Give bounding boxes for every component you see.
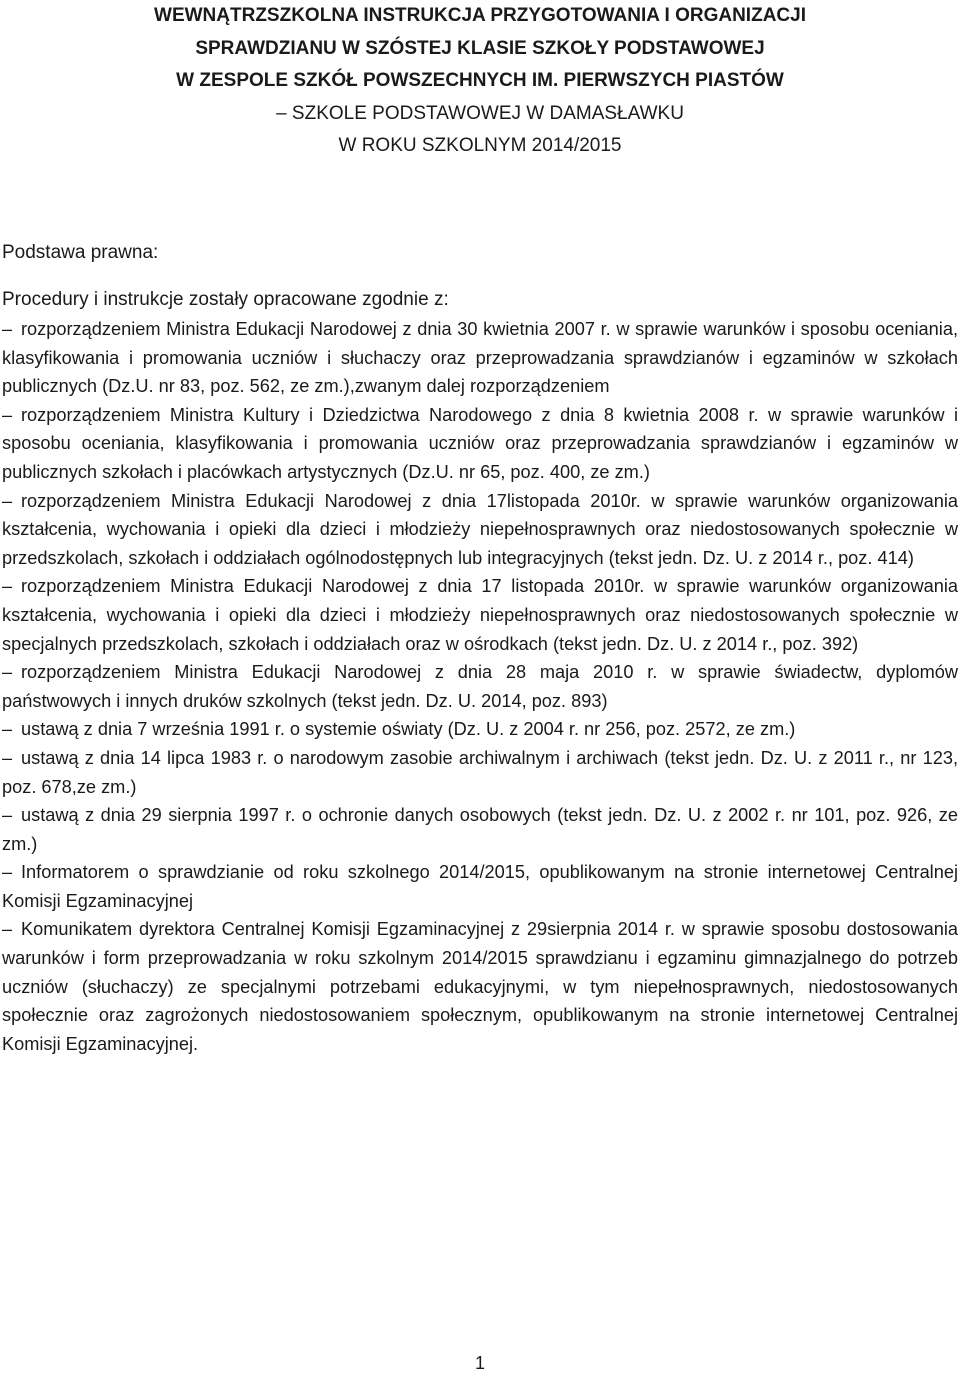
dash-bullet: – [2,404,13,425]
title-line: – SZKOLE PODSTAWOWEJ W DAMASŁAWKU [276,102,684,124]
list-item [2,658,958,715]
document-title [0,0,960,163]
list-item-text: rozporządzeniem Ministra Kultury i Dziedzictwa Narodowego z dnia 8 kwietnia 2008 r. w sprawie warunków i sposobu oceniania, klasyfikowania i promowania uczniów oraz przeprowadzania sprawdzianów i egzaminów w publicznych szkołach i placówkach artystycznych (Dz.U. nr 65, poz. 400, ze zm.) [2,404,958,482]
dash-bullet: – [2,719,13,740]
list-item-text: ustawą z dnia 14 lipca 1983 r. o narodowym zasobie archiwalnym i archiwach (tekst jedn. Dz. U. z 2011 r., nr 123, poz. 678,ze zm.) [2,747,958,797]
list-item-text: ustawą z dnia 29 sierpnia 1997 r. o ochronie danych osobowych (tekst jedn. Dz. U. z 2002 r. nr 101, poz. 926, ze zm.) [2,805,958,854]
list-item-text: rozporządzeniem Ministra Edukacji Narodowej z dnia 28 maja 2010 r. w sprawie świadectw, dyplomów państwowych i innych druków szkolnych (tekst jedn. Dz. U. 2014, poz. 893) [2,662,958,711]
dash-bullet: – [2,319,13,339]
intro-paragraph: Procedury i instrukcje zostały opracowane zgodnie z: [2,289,449,310]
page-number: 1 [474,1353,485,1373]
title-line: SPRAWDZIANU W SZÓSTEJ KLASIE SZKOŁY PODSTAWOWEJ [195,37,765,59]
list-item-text: Komunikatem dyrektora Centralnej Komisji Egzaminacyjnej z 29sierpnia 2014 r. w sprawie sposobu dostosowania warunków i form przeprowadzania w roku szkolnym 2014/2015 sprawdzianu i egzaminu gimnazjalnego do potrzeb uczniów (słuchaczy) ze specjalnymi potrzebami edukacyjnymi, w tym niepełnosprawnych, niedostosowanych społecznie oraz zagrożonych niedostosowaniem społecznym, opublikowanym na stronie internetowej Centralnej Komisji Egzaminacyjnej. [2,919,958,1054]
list-item [2,315,958,401]
list-item [2,715,958,744]
list-item-text: Informatorem o sprawdzianie od roku szkolnego 2014/2015, opublikowanym na stronie internetowej Centralnej Komisji Egzaminacyjnej [2,862,958,911]
title-line: W ZESPOLE SZKÓŁ POWSZECHNYCH IM. PIERWSZYCH PIASTÓW [176,70,784,92]
dash-bullet: – [2,490,13,511]
dash-bullet: – [2,919,13,940]
dash-bullet: – [2,862,13,883]
dash-bullet: – [2,576,13,597]
list-item [2,915,958,1058]
list-item [2,744,958,801]
legal-basis-list [2,315,958,1058]
list-item [2,401,958,487]
list-item-text: ustawą z dnia 7 września 1991 r. o systemie oświaty (Dz. U. z 2004 r. nr 256, poz. 2572, ze zm.) [21,719,796,740]
list-item-text: rozporządzeniem Ministra Edukacji Narodowej z dnia 30 kwietnia 2007 r. w sprawie warunków i sposobu oceniania, klasyfikowania i promowania uczniów i słuchaczy oraz przeprowadzania sprawdzianów i egzaminów w szkołach publicznych (Dz.U. nr 83, poz. 562, ze zm.),zwanym dalej rozporządzeniem [2,319,958,397]
list-item [2,572,958,658]
legal-basis-heading: Podstawa prawna: [2,242,159,263]
list-item [2,858,958,915]
dash-bullet: – [2,805,13,826]
list-item [2,801,958,858]
title-line: W ROKU SZKOLNYM 2014/2015 [338,135,622,157]
list-item-text: rozporządzeniem Ministra Edukacji Narodowej z dnia 17 listopada 2010r. w sprawie warunków organizowania kształcenia, wychowania i opieki dla dzieci i młodzieży niepełnosprawnych oraz niedostosowanych społecznie w specjalnych przedszkolach, szkołach i oddziałach oraz w ośrodkach (tekst jedn. Dz. U. z 2014 r., poz. 392) [2,576,958,654]
dash-bullet: – [2,662,13,683]
title-line: WEWNĄTRZSZKOLNA INSTRUKCJA PRZYGOTOWANIA I ORGANIZACJI [154,5,806,26]
list-item-text: rozporządzeniem Ministra Edukacji Narodowej z dnia 17listopada 2010r. w sprawie warunków organizowania kształcenia, wychowania i opieki dla dzieci i młodzieży niepełnosprawnych oraz niedostosowanych społecznie w przedszkolach, szkołach i oddziałach ogólnodostępnych lub integracyjnych (tekst jedn. Dz. U. z 2014 r., poz. 414) [2,490,958,568]
list-item [2,487,958,573]
dash-bullet: – [2,747,13,768]
